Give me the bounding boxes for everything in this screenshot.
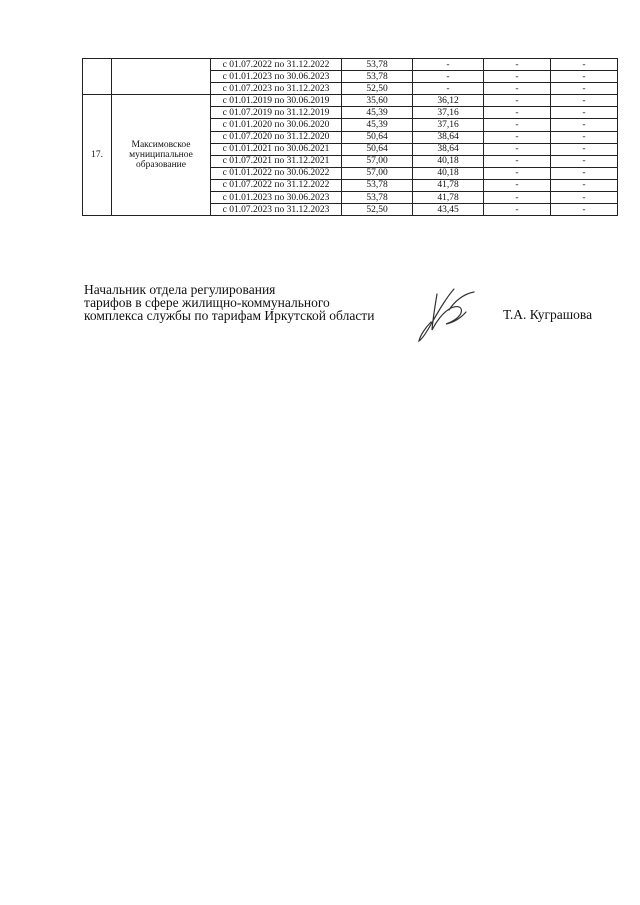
value-cell: - bbox=[484, 204, 551, 216]
period-cell: с 01.01.2023 по 30.06.2023 bbox=[211, 192, 342, 204]
value-cell: - bbox=[484, 59, 551, 71]
value-cell: - bbox=[551, 107, 618, 119]
signatory-title-line: Начальник отдела регулирования bbox=[84, 282, 276, 297]
organization-name-line: образование bbox=[136, 160, 186, 171]
organization-name-line: Максимовское bbox=[131, 140, 191, 151]
value-cell: 53,78 bbox=[342, 71, 413, 83]
organization-cell bbox=[112, 95, 211, 216]
value-cell: - bbox=[413, 59, 484, 71]
value-cell: 43,45 bbox=[413, 204, 484, 216]
signatory-title-line: комплекса службы по тарифам Иркутской области bbox=[84, 308, 375, 323]
period-cell: с 01.07.2022 по 31.12.2022 bbox=[211, 59, 342, 71]
period-cell: с 01.01.2020 по 30.06.2020 bbox=[211, 119, 342, 131]
value-cell: - bbox=[551, 179, 618, 191]
period-cell: с 01.07.2022 по 31.12.2022 bbox=[211, 179, 342, 191]
tariff-table bbox=[82, 58, 618, 216]
value-cell: - bbox=[484, 192, 551, 204]
value-cell: 53,78 bbox=[342, 179, 413, 191]
signatory-title-line: тарифов в сфере жилищно-коммунального bbox=[84, 295, 330, 310]
period-cell: с 01.01.2021 по 30.06.2021 bbox=[211, 143, 342, 155]
value-cell: 45,39 bbox=[342, 119, 413, 131]
signatory-name: Т.А. Куграшова bbox=[503, 307, 593, 322]
value-cell: - bbox=[551, 192, 618, 204]
value-cell: - bbox=[551, 204, 618, 216]
value-cell: - bbox=[484, 95, 551, 107]
value-cell: - bbox=[413, 71, 484, 83]
signatory-title bbox=[84, 283, 374, 322]
value-cell: 38,64 bbox=[413, 131, 484, 143]
period-cell: с 01.01.2023 по 30.06.2023 bbox=[211, 71, 342, 83]
value-cell: 50,64 bbox=[342, 131, 413, 143]
table-row bbox=[83, 95, 618, 107]
value-cell: - bbox=[484, 131, 551, 143]
value-cell: 45,39 bbox=[342, 107, 413, 119]
period-cell: с 01.07.2021 по 31.12.2021 bbox=[211, 155, 342, 167]
value-cell: 37,16 bbox=[413, 119, 484, 131]
value-cell: 52,50 bbox=[342, 83, 413, 95]
value-cell: 35,60 bbox=[342, 95, 413, 107]
value-cell: - bbox=[484, 107, 551, 119]
organization-name-line: муниципальное bbox=[129, 150, 193, 161]
value-cell: - bbox=[551, 143, 618, 155]
period-cell: с 01.07.2023 по 31.12.2023 bbox=[211, 83, 342, 95]
value-cell: - bbox=[484, 155, 551, 167]
handwritten-signature bbox=[416, 286, 478, 344]
period-cell: с 01.07.2020 по 31.12.2020 bbox=[211, 131, 342, 143]
organization-cell bbox=[112, 59, 211, 95]
value-cell: 40,18 bbox=[413, 167, 484, 179]
row-number-cell bbox=[83, 59, 112, 95]
value-cell: - bbox=[551, 71, 618, 83]
row-number-cell: 17. bbox=[83, 95, 112, 216]
value-cell: - bbox=[551, 119, 618, 131]
value-cell: 52,50 bbox=[342, 204, 413, 216]
value-cell: 40,18 bbox=[413, 155, 484, 167]
period-cell: с 01.07.2019 по 31.12.2019 bbox=[211, 107, 342, 119]
value-cell: - bbox=[551, 167, 618, 179]
value-cell: - bbox=[484, 119, 551, 131]
value-cell: 37,16 bbox=[413, 107, 484, 119]
value-cell: 57,00 bbox=[342, 167, 413, 179]
period-cell: с 01.07.2023 по 31.12.2023 bbox=[211, 204, 342, 216]
value-cell: 38,64 bbox=[413, 143, 484, 155]
value-cell: - bbox=[551, 83, 618, 95]
value-cell: 53,78 bbox=[342, 59, 413, 71]
period-cell: с 01.01.2019 по 30.06.2019 bbox=[211, 95, 342, 107]
value-cell: - bbox=[484, 83, 551, 95]
value-cell: 57,00 bbox=[342, 155, 413, 167]
value-cell: 41,78 bbox=[413, 179, 484, 191]
value-cell: 53,78 bbox=[342, 192, 413, 204]
value-cell: - bbox=[484, 143, 551, 155]
value-cell: - bbox=[484, 71, 551, 83]
value-cell: - bbox=[551, 95, 618, 107]
period-cell: с 01.01.2022 по 30.06.2022 bbox=[211, 167, 342, 179]
value-cell: - bbox=[551, 155, 618, 167]
value-cell: - bbox=[551, 59, 618, 71]
value-cell: - bbox=[551, 131, 618, 143]
table-row bbox=[83, 59, 618, 71]
value-cell: 50,64 bbox=[342, 143, 413, 155]
value-cell: - bbox=[484, 167, 551, 179]
value-cell: - bbox=[484, 179, 551, 191]
value-cell: 36,12 bbox=[413, 95, 484, 107]
value-cell: - bbox=[413, 83, 484, 95]
value-cell: 41,78 bbox=[413, 192, 484, 204]
